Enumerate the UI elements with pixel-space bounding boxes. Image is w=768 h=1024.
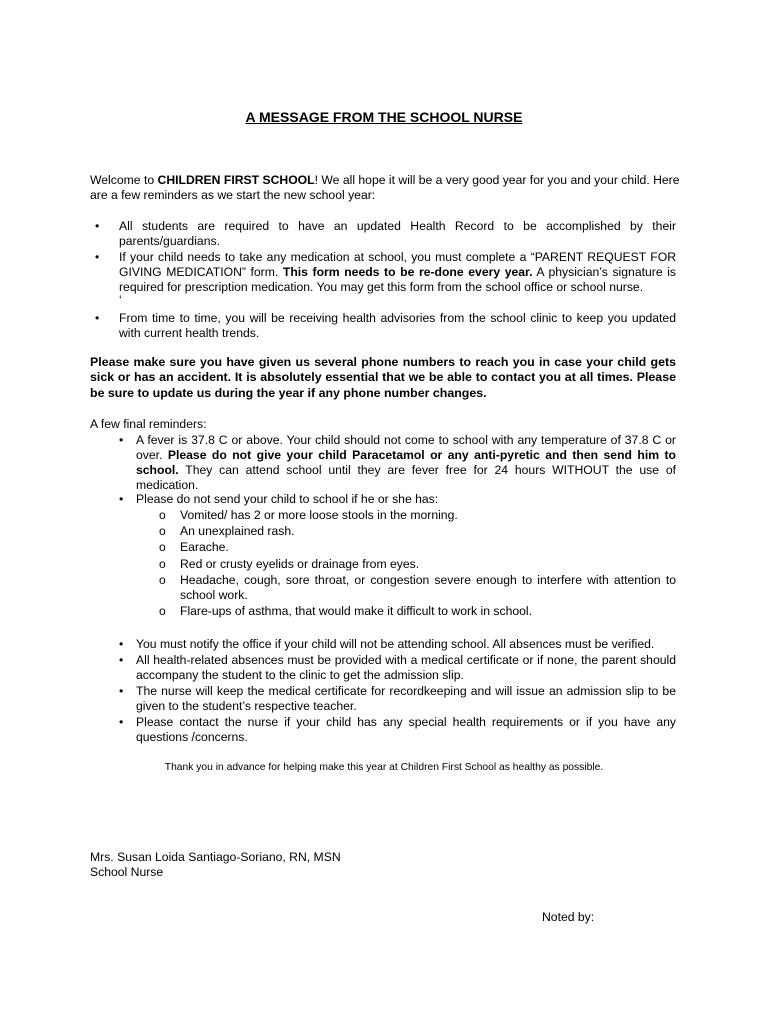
- bullet-icon: •: [95, 311, 100, 325]
- sub-bullet-icon: o: [159, 508, 166, 522]
- sub-bullet-icon: o: [159, 557, 166, 571]
- welcome-paragraph: [90, 173, 682, 203]
- reminder-medication-text: If your child needs to take any medication at school, you must complete a “PARENT REQUEST FOR GIVING MEDICATION” form.: [119, 250, 676, 279]
- sub-bullet-icon: o: [159, 573, 166, 587]
- symptom-item: Headache, cough, sore throat, or congestion severe enough to interfere with attention to school work.: [180, 573, 676, 602]
- phone-number-notice: Please make sure you have given us several phone numbers to reach you in case your child gets sick or has an accident. It is absolutely essential that we be able to contact you at all times. Please be sure to update us during the year if any phone number changes.: [90, 355, 676, 400]
- sub-bullet-icon: o: [159, 524, 166, 538]
- bullet-icon: •: [95, 219, 100, 233]
- symptom-item: Vomited/ has 2 or more loose stools in the morning.: [180, 508, 458, 522]
- signature-name: Mrs. Susan Loida Santiago-Soriano, RN, MSN: [90, 850, 341, 864]
- reminder-health-advisories: From time to time, you will be receiving health advisories from the school clinic to keep you updated with current health trends.: [119, 311, 676, 340]
- absence-notice: You must notify the office if your child will not be attending school. All absences must be verified.: [136, 637, 655, 651]
- stray-mark: ‘: [119, 293, 122, 307]
- bullet-icon: •: [119, 684, 124, 698]
- admission-slip-notice: The nurse will keep the medical certificate for recordkeeping and will issue an admission slip to be given to the student’s respective teacher.: [136, 684, 676, 713]
- symptom-item: Red or crusty eyelids or drainage from eyes.: [180, 557, 420, 571]
- reminder-medication-tail: A physician’s signature is required for prescription medication. You may get this form from the school office or school nurse.: [119, 265, 677, 294]
- bullet-icon: •: [119, 433, 124, 447]
- bullet-icon: •: [119, 715, 124, 729]
- symptom-item: An unexplained rash.: [180, 524, 295, 538]
- sub-bullet-icon: o: [159, 540, 166, 554]
- fever-text: A fever is 37.8 C or above. Your child should not come to school with any temperature of 37.8 C or over.: [136, 433, 676, 462]
- bullet-icon: •: [95, 250, 100, 264]
- noted-by-label: Noted by:: [542, 910, 595, 924]
- contact-nurse-notice: Please contact the nurse if your child has any special health requirements or if you have any questions /concerns.: [136, 715, 676, 744]
- welcome-post: ! We all hope it will be a very good year for you and your child. Here are a few reminders as we start the new school year:: [90, 173, 680, 202]
- reminder-medication-bold: This form needs to be re-done every year.: [282, 265, 533, 279]
- fever-reminder: [136, 433, 676, 493]
- symptom-item: Flare-ups of asthma, that would make it difficult to work in school.: [180, 604, 533, 618]
- bullet-icon: •: [119, 653, 124, 667]
- reminder-medication: [119, 250, 676, 295]
- reminder-health-record: All students are required to have an updated Health Record to be accomplished by their parents/guardians.: [119, 219, 676, 248]
- welcome-pre: Welcome to: [90, 173, 158, 187]
- symptom-item: Earache.: [180, 540, 229, 554]
- page-title: A MESSAGE FROM THE SCHOOL NURSE: [245, 109, 523, 125]
- signature-role: School Nurse: [90, 865, 164, 879]
- bullet-icon: •: [119, 492, 124, 506]
- thank-you-note: Thank you in advance for helping make this year at Children First School as healthy as possible.: [164, 762, 604, 773]
- bullet-icon: •: [119, 637, 124, 651]
- final-reminders-heading: A few final reminders:: [90, 417, 207, 431]
- fever-bold-text: Please do not give your child Paracetamol or any anti-pyretic and then send him to school.: [136, 448, 676, 477]
- sub-bullet-icon: o: [159, 604, 166, 618]
- do-not-send-intro: Please do not send your child to school if he or she has:: [136, 492, 439, 506]
- fever-tail-text: They can attend school until they are fever free for 24 hours WITHOUT the use of medication.: [136, 463, 676, 492]
- medical-certificate-notice: All health-related absences must be provided with a medical certificate or if none, the parent should accompany the student to the clinic to get the admission slip.: [136, 653, 676, 682]
- school-name: CHILDREN FIRST SCHOOL: [157, 173, 315, 187]
